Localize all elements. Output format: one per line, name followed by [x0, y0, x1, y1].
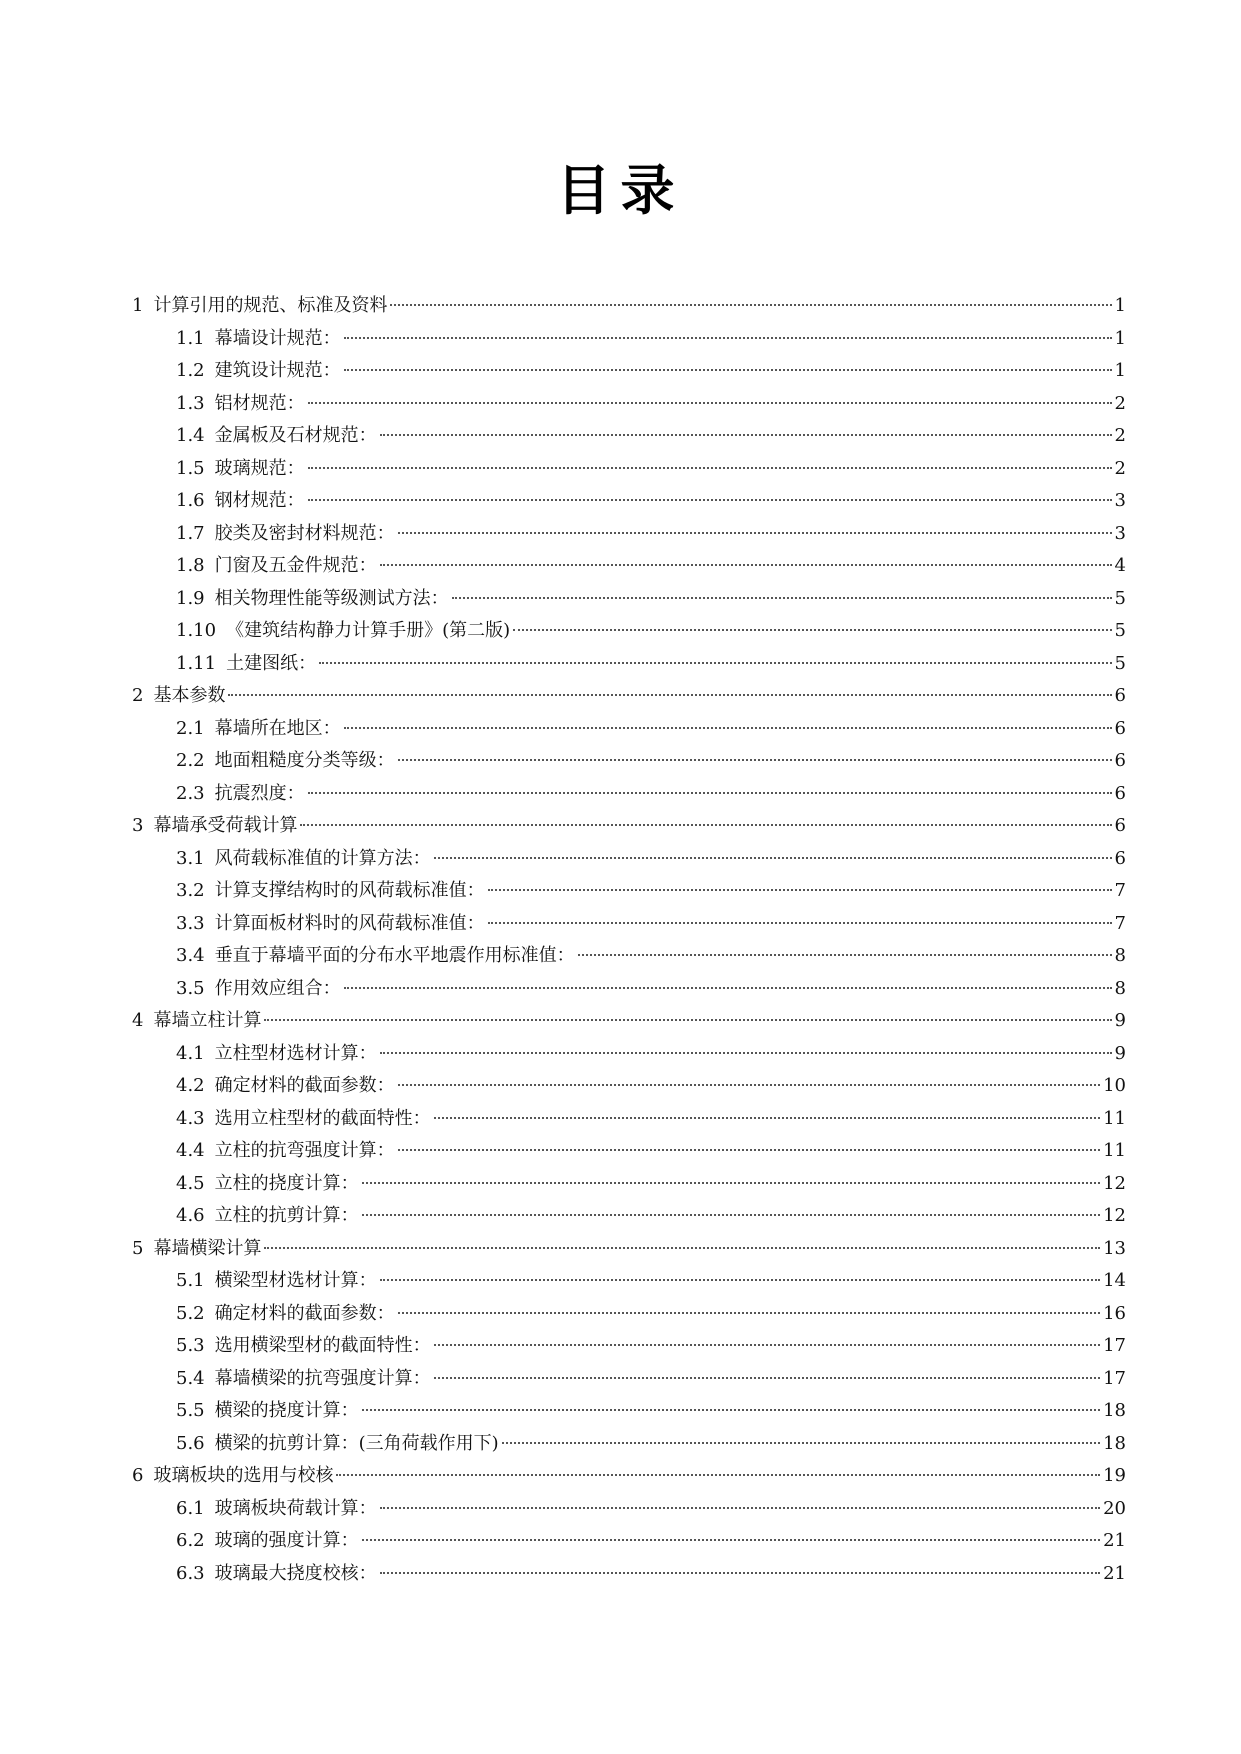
toc-entry[interactable] [132, 778, 1126, 811]
page-title: 目录 [556, 159, 685, 222]
toc-entry-number: 1.9 [176, 587, 205, 609]
toc-entry-title: 立柱的抗剪计算： [214, 1205, 359, 1226]
dot-leader [390, 304, 1111, 306]
toc-entry-title: 玻璃板块的选用与校核 [153, 1465, 334, 1486]
toc-entry-number: 4.4 [176, 1140, 205, 1161]
toc-entry[interactable] [132, 875, 1126, 908]
toc-entry-title: 风荷载标准值的计算方法： [214, 847, 431, 869]
dot-leader [380, 1507, 1100, 1509]
toc-entry[interactable] [132, 1233, 1126, 1266]
toc-entry[interactable] [132, 485, 1126, 518]
toc-entry-title: 抗震烈度： [214, 782, 305, 804]
toc-entry-title: 横梁的挠度计算： [214, 1400, 359, 1421]
toc-entry[interactable] [132, 810, 1126, 843]
dot-leader [380, 434, 1112, 436]
toc-entry-page-number: 6 [1114, 685, 1126, 706]
dot-leader [344, 987, 1112, 989]
toc-entry-page-number: 20 [1103, 1497, 1126, 1519]
toc-entry[interactable] [132, 290, 1126, 323]
toc-entry-number: 6.3 [176, 1562, 205, 1584]
toc-entry-page-number: 2 [1114, 425, 1126, 446]
toc-entry-page-number: 12 [1103, 1205, 1126, 1226]
toc-entry-number: 1.2 [176, 360, 205, 381]
toc-entry-number: 2.2 [176, 750, 205, 771]
toc-entry-page-number: 19 [1103, 1465, 1126, 1486]
toc-entry-number: 1.5 [176, 457, 205, 479]
dot-leader [434, 1377, 1100, 1379]
toc-entry-page-number: 13 [1103, 1237, 1126, 1259]
toc-entry-page-number: 4 [1114, 555, 1126, 576]
toc-entry-title: 玻璃最大挠度校核： [214, 1562, 377, 1584]
dot-leader [344, 369, 1112, 371]
toc-entry[interactable] [132, 1168, 1126, 1201]
toc-entry[interactable] [132, 648, 1126, 681]
toc-entry-title: 金属板及石材规范： [214, 425, 377, 446]
toc-entry-page-number: 6 [1114, 750, 1126, 771]
toc-entry[interactable] [132, 843, 1126, 876]
toc-entry[interactable] [132, 388, 1126, 421]
toc-entry-number: 5.4 [176, 1367, 205, 1389]
toc-entry-number: 4.3 [176, 1107, 205, 1129]
toc-entry-number: 3.4 [176, 945, 205, 966]
dot-leader [578, 954, 1112, 956]
toc-entry-number: 3.1 [176, 847, 205, 869]
toc-entry-title: 玻璃板块荷载计算： [214, 1497, 377, 1519]
toc-entry-page-number: 5 [1114, 652, 1126, 674]
toc-entry-title: 幕墙所在地区： [214, 717, 341, 739]
toc-entry-number: 3 [132, 815, 144, 836]
dot-leader [398, 532, 1112, 534]
toc-entry[interactable] [132, 1428, 1126, 1461]
toc-entry-page-number: 6 [1114, 815, 1126, 836]
dot-leader [434, 1344, 1100, 1346]
toc-entry-title: 选用横梁型材的截面特性： [214, 1335, 431, 1356]
toc-entry[interactable] [132, 908, 1126, 941]
dot-leader [434, 1117, 1100, 1119]
toc-entry-title: 《建筑结构静力计算手册》(第二版) [226, 620, 511, 641]
toc-entry-number: 1 [132, 295, 144, 316]
toc-entry[interactable] [132, 1363, 1126, 1396]
toc-entry[interactable] [132, 1005, 1126, 1038]
toc-entry-page-number: 7 [1114, 912, 1126, 934]
dot-leader [228, 694, 1111, 696]
toc-entry[interactable] [132, 1135, 1126, 1168]
toc-entry-title: 垂直于幕墙平面的分布水平地震作用标准值： [214, 945, 575, 966]
dot-leader [452, 597, 1112, 599]
toc-entry[interactable] [132, 420, 1126, 453]
dot-leader [264, 1247, 1100, 1249]
toc-entry-number: 4 [132, 1010, 144, 1031]
dot-leader [362, 1539, 1100, 1541]
toc-entry-title: 立柱型材选材计算： [214, 1042, 377, 1064]
toc-entry-title: 计算支撑结构时的风荷载标准值： [214, 880, 485, 901]
toc-entry[interactable] [132, 1298, 1126, 1331]
dot-leader [380, 564, 1112, 566]
table-of-contents [132, 290, 1126, 1590]
toc-entry-title: 钢材规范： [214, 490, 305, 511]
dot-leader [344, 337, 1112, 339]
toc-entry-number: 1.3 [176, 392, 205, 414]
toc-entry-number: 6.2 [176, 1530, 205, 1551]
toc-entry-number: 1.7 [176, 522, 205, 544]
toc-entry[interactable] [132, 1460, 1126, 1493]
toc-entry-number: 1.10 [176, 620, 217, 641]
toc-entry-number: 2 [132, 685, 144, 706]
dot-leader [336, 1474, 1100, 1476]
toc-entry[interactable] [132, 323, 1126, 356]
dot-leader [319, 662, 1111, 664]
toc-entry-page-number: 18 [1103, 1432, 1126, 1454]
toc-entry-number: 5 [132, 1237, 144, 1259]
toc-entry-title: 幕墙立柱计算 [153, 1010, 262, 1031]
toc-entry-page-number: 5 [1114, 587, 1126, 609]
toc-entry-number: 4.5 [176, 1172, 205, 1194]
toc-entry-page-number: 17 [1103, 1335, 1126, 1356]
toc-entry-number: 4.2 [176, 1075, 205, 1096]
toc-entry[interactable] [132, 550, 1126, 583]
toc-entry-page-number: 17 [1103, 1367, 1126, 1389]
dot-leader [362, 1214, 1100, 1216]
toc-entry-page-number: 12 [1103, 1172, 1126, 1194]
toc-entry-number: 5.2 [176, 1302, 205, 1324]
toc-entry[interactable] [132, 355, 1126, 388]
toc-entry-number: 4.1 [176, 1042, 205, 1064]
toc-entry-page-number: 9 [1114, 1010, 1126, 1031]
dot-leader [344, 727, 1112, 729]
toc-entry-title: 作用效应组合： [214, 977, 341, 999]
toc-entry[interactable] [132, 518, 1126, 551]
toc-entry[interactable] [132, 1038, 1126, 1071]
toc-entry[interactable] [132, 615, 1126, 648]
toc-entry-title: 幕墙横梁的抗弯强度计算： [214, 1367, 431, 1389]
toc-entry-number: 6 [132, 1465, 144, 1486]
toc-entry-number: 2.1 [176, 717, 205, 739]
toc-entry-page-number: 1 [1114, 327, 1126, 349]
toc-entry-page-number: 1 [1114, 360, 1126, 381]
toc-entry[interactable] [132, 583, 1126, 616]
toc-entry-number: 5.5 [176, 1400, 205, 1421]
toc-entry-title: 建筑设计规范： [214, 360, 341, 381]
toc-entry-title: 玻璃的强度计算： [214, 1530, 359, 1551]
toc-entry[interactable] [132, 1070, 1126, 1103]
toc-entry-title: 确定材料的截面参数： [214, 1302, 395, 1324]
toc-entry-title: 地面粗糙度分类等级： [214, 750, 395, 771]
toc-entry-title: 计算面板材料时的风荷载标准值： [214, 912, 485, 934]
dot-leader [308, 792, 1112, 794]
toc-entry-page-number: 14 [1103, 1270, 1126, 1291]
dot-leader [380, 1572, 1100, 1574]
dot-leader [308, 499, 1112, 501]
toc-entry[interactable] [132, 1265, 1126, 1298]
dot-leader [434, 857, 1112, 859]
toc-entry-page-number: 16 [1103, 1302, 1126, 1324]
toc-entry[interactable] [132, 1558, 1126, 1591]
toc-entry-page-number: 18 [1103, 1400, 1126, 1421]
toc-entry-page-number: 6 [1114, 782, 1126, 804]
toc-entry-page-number: 21 [1103, 1562, 1126, 1584]
toc-entry-page-number: 9 [1114, 1042, 1126, 1064]
toc-entry[interactable] [132, 940, 1126, 973]
toc-entry[interactable] [132, 453, 1126, 486]
toc-entry-title: 幕墙承受荷载计算 [153, 815, 298, 836]
dot-leader [308, 402, 1112, 404]
toc-entry[interactable] [132, 1493, 1126, 1526]
toc-entry-number: 1.1 [176, 327, 205, 349]
toc-entry-page-number: 1 [1114, 295, 1126, 316]
toc-entry-title: 计算引用的规范、标准及资料 [153, 295, 388, 316]
dot-leader [488, 922, 1112, 924]
toc-entry-number: 1.6 [176, 490, 205, 511]
toc-entry-page-number: 5 [1114, 620, 1126, 641]
toc-entry-number: 5.6 [176, 1432, 205, 1454]
toc-entry-page-number: 6 [1114, 847, 1126, 869]
dot-leader [380, 1052, 1112, 1054]
toc-entry-title: 土建图纸： [226, 652, 317, 674]
toc-entry-title: 确定材料的截面参数： [214, 1075, 395, 1096]
toc-entry-number: 1.8 [176, 555, 205, 576]
toc-entry-title: 幕墙设计规范： [214, 327, 341, 349]
toc-entry-page-number: 8 [1114, 977, 1126, 999]
toc-entry-title: 玻璃规范： [214, 457, 305, 479]
dot-leader [398, 1084, 1100, 1086]
toc-entry-title: 立柱的抗弯强度计算： [214, 1140, 395, 1161]
dot-leader [362, 1182, 1100, 1184]
toc-entry-number: 6.1 [176, 1497, 205, 1519]
toc-entry-page-number: 3 [1114, 522, 1126, 544]
toc-entry-page-number: 2 [1114, 457, 1126, 479]
toc-entry[interactable] [132, 1103, 1126, 1136]
toc-entry-page-number: 6 [1114, 717, 1126, 739]
toc-entry[interactable] [132, 1330, 1126, 1363]
toc-entry-title: 胶类及密封材料规范： [214, 522, 395, 544]
dot-leader [398, 1312, 1100, 1314]
dot-leader [300, 824, 1111, 826]
toc-entry[interactable] [132, 1200, 1126, 1233]
toc-entry-title: 立柱的挠度计算： [214, 1172, 359, 1194]
dot-leader [513, 629, 1111, 631]
toc-entry-page-number: 21 [1103, 1530, 1126, 1551]
toc-entry-page-number: 2 [1114, 392, 1126, 414]
toc-entry[interactable] [132, 713, 1126, 746]
toc-entry-page-number: 10 [1103, 1075, 1126, 1096]
toc-entry-page-number: 11 [1103, 1140, 1126, 1161]
toc-entry-page-number: 7 [1114, 880, 1126, 901]
dot-leader [502, 1442, 1100, 1444]
toc-entry-title: 相关物理性能等级测试方法： [214, 587, 449, 609]
toc-entry-title: 幕墙横梁计算 [153, 1237, 262, 1259]
toc-entry-number: 5.1 [176, 1270, 205, 1291]
toc-entry-page-number: 3 [1114, 490, 1126, 511]
toc-entry-number: 5.3 [176, 1335, 205, 1356]
dot-leader [398, 759, 1112, 761]
toc-entry-title: 横梁型材选材计算： [214, 1270, 377, 1291]
toc-entry[interactable] [132, 680, 1126, 713]
toc-entry-page-number: 11 [1103, 1107, 1126, 1129]
toc-entry[interactable] [132, 1395, 1126, 1428]
toc-entry-page-number: 8 [1114, 945, 1126, 966]
toc-entry-title: 铝材规范： [214, 392, 305, 414]
toc-entry[interactable] [132, 973, 1126, 1006]
toc-entry-number: 3.3 [176, 912, 205, 934]
toc-entry[interactable] [132, 745, 1126, 778]
dot-leader [308, 467, 1112, 469]
toc-entry-title: 横梁的抗剪计算：(三角荷载作用下) [214, 1432, 499, 1454]
dot-leader [398, 1149, 1100, 1151]
dot-leader [380, 1279, 1100, 1281]
toc-entry-number: 3.5 [176, 977, 205, 999]
toc-entry-number: 3.2 [176, 880, 205, 901]
toc-entry-number: 1.4 [176, 425, 205, 446]
toc-entry[interactable] [132, 1525, 1126, 1558]
toc-entry-title: 基本参数 [153, 685, 226, 706]
toc-entry-title: 门窗及五金件规范： [214, 555, 377, 576]
toc-entry-number: 2.3 [176, 782, 205, 804]
dot-leader [264, 1019, 1111, 1021]
toc-entry-number: 4.6 [176, 1205, 205, 1226]
dot-leader [488, 889, 1112, 891]
toc-entry-title: 选用立柱型材的截面特性： [214, 1107, 431, 1129]
toc-entry-number: 1.11 [176, 652, 217, 674]
dot-leader [362, 1409, 1100, 1411]
